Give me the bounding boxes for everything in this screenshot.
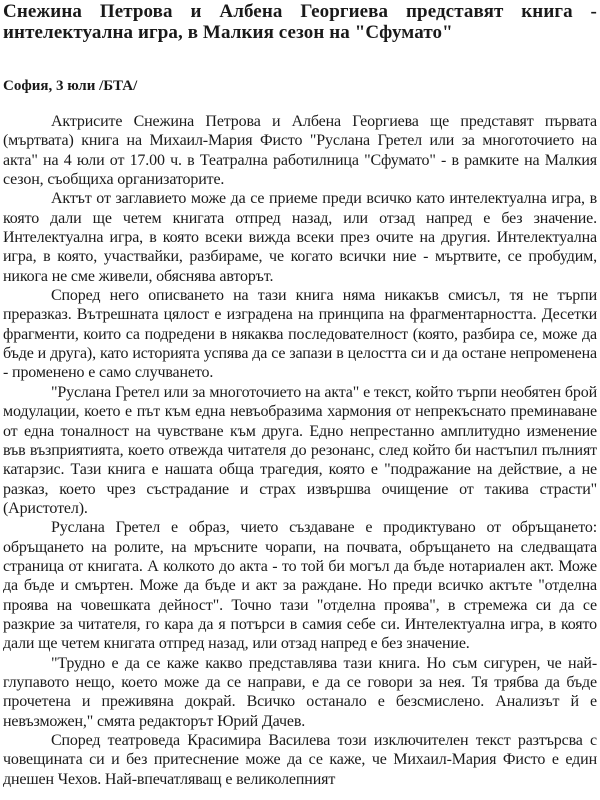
- paragraph: "Трудно е да се каже какво представлява тази книга. Но съм сигурен, че най-глупавото нещо, което може да се направи, е да се говори за нея. Тя трябва да бъде прочетена и преживяна докрай. Всичко останало е безсмислено. Анализът й е невъзможен," смята редакторът Юрий Дачев.: [3, 654, 597, 730]
- paragraph: Актрисите Снежина Петрова и Албена Георгиева ще представят първата (мъртвата) книга на Михаил-Мария Фисто "Руслана Гретел или за многоточието на акта" на 4 юли от 17.00 ч. в Театрална работилница "Сфумато" - в рамките на Малкия сезон, съобщиха организаторите.: [3, 113, 597, 189]
- article-dateline: София, 3 юли /БТА/: [3, 78, 138, 94]
- paragraph: Руслана Гретел е образ, чието създаване е продиктувано от обръщането: обръщането на ролите, на мръсните чорапи, на почвата, обръщането на следващата страница от книгата. А колкото до акта - то той би могъл да бъде нотариален акт. Може да бъде и смъртен. Може да бъде и акт за раждане. Но преди всичко актъте "отделна проява на човешката дейност". Точно тази "отделна проява", в стремежа си да се разкрие за читателя, го кара да я потърси в самия себе си. Интелектуална игра, в която дали ще четем книгата отпред назад, или отзад напред е без значение.: [3, 519, 597, 653]
- article-body: [3, 112, 597, 789]
- paragraph: Актът от заглавието може да се приеме преди всичко като интелектуална игра, в която дали ще четем книгата отпред назад, или отзад напред е без значение. Интелектуална игра, в която всеки вижда всеки през очите на другия. Интелектуална игра, в която, участвайки, разбираме, че когато всички ние - мъртвите, се пробудим, никога не сме живели, обяснява авторът.: [3, 190, 597, 285]
- paragraph: Според театроведа Красимира Василева този изключителен текст разтърсва с човещината си и без притеснение може да се каже, че Михаил-Мария Фисто е един днешен Чехов. Най-впечатляващ е великолепният: [3, 732, 597, 788]
- article-title: Снежина Петрова и Албена Георгиева представят книга - интелектуална игра, в Малкия сезон на "Сфумато": [3, 1, 597, 43]
- paragraph: Според него описването на тази книга няма никакъв смисъл, тя не търпи преразказ. Вътрешната цялост е изградена на принципа на фрагментарността. Десетки фрагменти, които са подредени в някаква последователност (която, разбира се, може да бъде и друга), като историята успява да се запази в целостта си и да остане непроменена - променено е само случването.: [3, 287, 597, 382]
- paragraph: "Руслана Гретел или за многоточието на акта" е текст, който търпи необятен брой модулации, което е път към една невъобразима хармония от непрекъснато преминаване от една тоналност на чувстване към друга. Едно непрестанно амплитудно изменение във възприятията, което отвежда читателя до резонанс, след който би настъпил пълният катарзис. Тази книга е нашата обща трагедия, която е "подражание на действие, а не разказ, което чрез състрадание и страх извършва очищение от такива страсти" (Аристотел).: [3, 383, 597, 517]
